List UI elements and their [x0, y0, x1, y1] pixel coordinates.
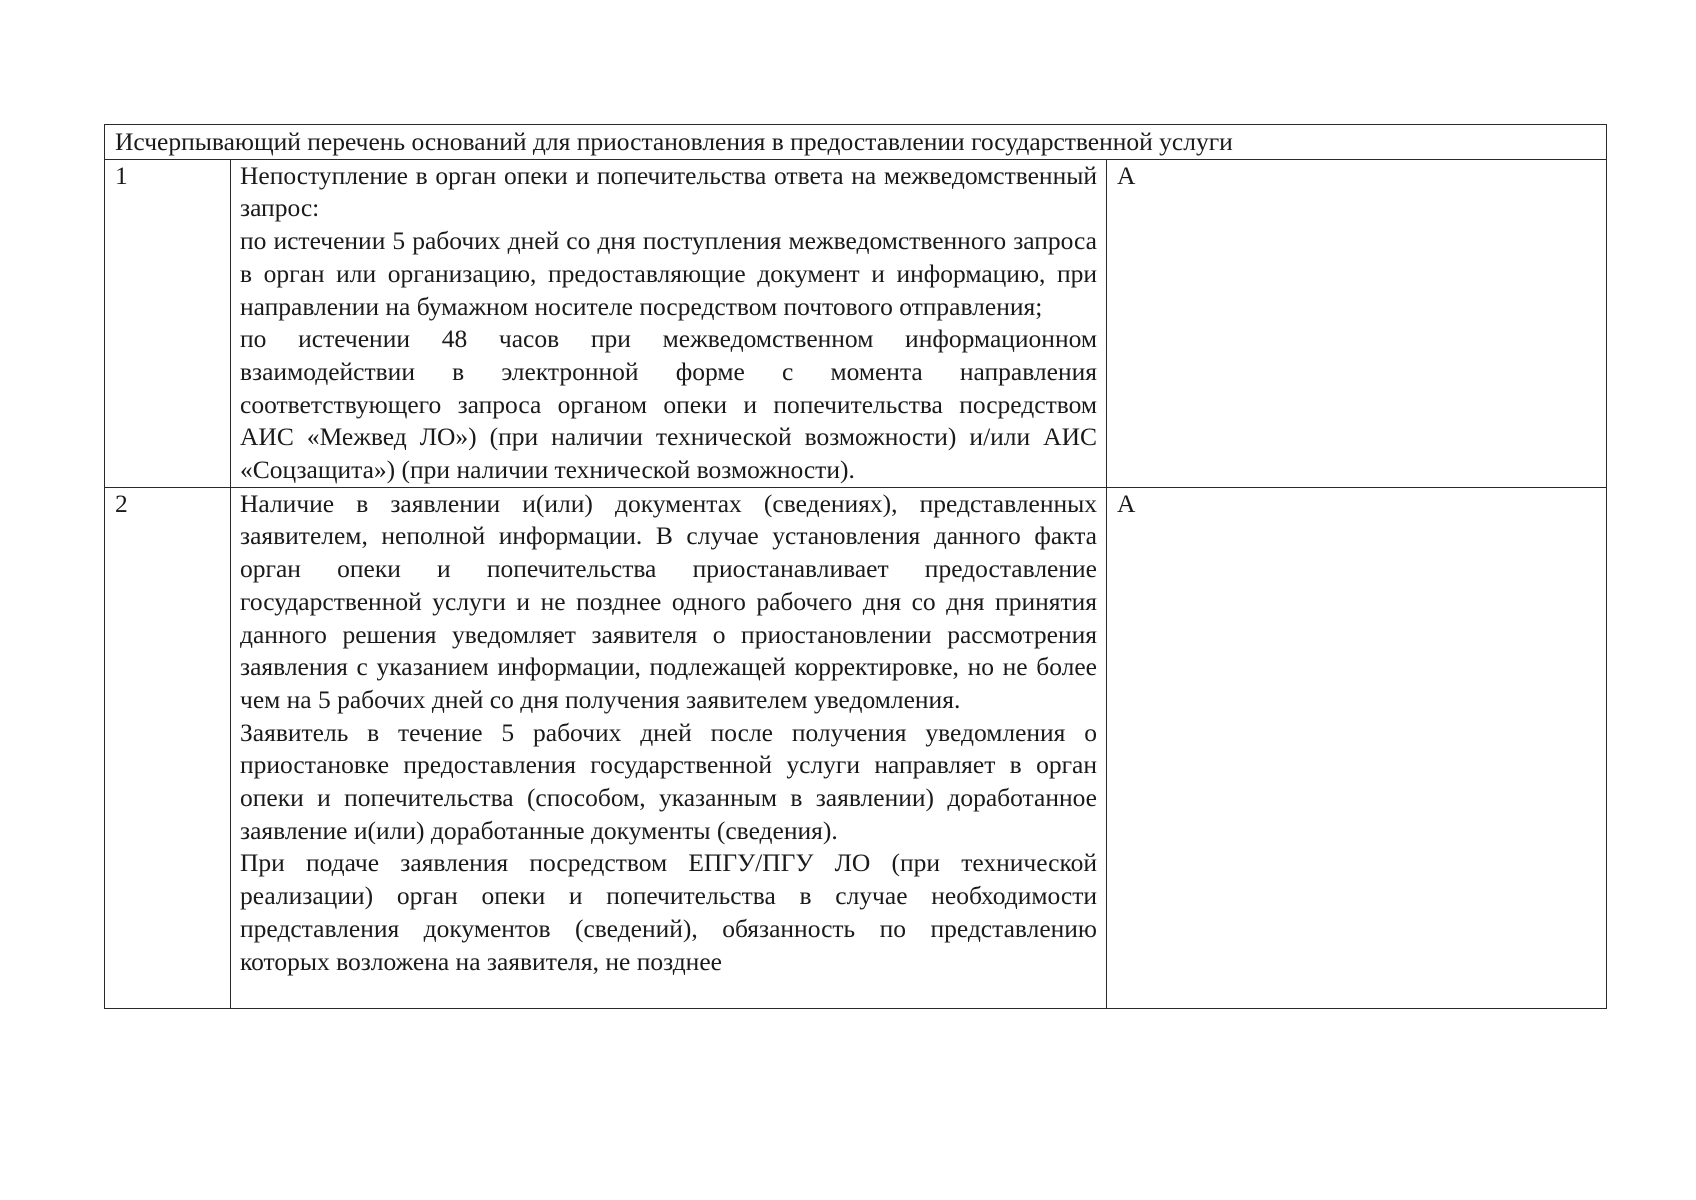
row-paragraph: Наличие в заявлении и(или) документах (сведениях), представленных заявителем, неполной информации. В случае установления данного факта орган опеки и попечительства приостанавливает предоставление государственной услуги и не позднее одного рабочего дня со дня принятия данного решения уведомляет заявителя о приостановлении рассмотрения заявления с указанием информации, подлежащей корректировке, но не более чем на 5 рабочих дней со дня получения заявителем уведомления.: [240, 488, 1097, 714]
row-paragraph: При подаче заявления посредством ЕПГУ/ПГУ ЛО (при технической реализации) орган опеки и попечительства в случае необходимости представления документов (сведений), обязанность по представлению которых возложена на заявителя, не позднее: [240, 848, 1097, 976]
row-mark: А: [1107, 487, 1607, 1008]
row-text: [231, 159, 1107, 487]
table-row: [105, 159, 1607, 487]
table-header-row: [105, 125, 1607, 160]
row-mark: А: [1107, 159, 1607, 487]
row-paragraph: по истечении 48 часов при межведомственном информационном взаимодействии в электронной форме с момента направления соответствующего запроса органом опеки и попечительства посредством АИС «Межвед ЛО») (при наличии технической возможности) и/или АИС «Соцзащита») (при наличии технической возможности).: [240, 324, 1097, 485]
row-number: 1: [105, 159, 231, 487]
row-paragraph: Заявитель в течение 5 рабочих дней после получения уведомления о приостановке предоставления государственной услуги направляет в орган опеки и попечительства (способом, указанным в заявлении) доработанное заявление и(или) доработанные документы (сведения).: [240, 717, 1097, 845]
row-paragraph: Непоступление в орган опеки и попечительства ответа на межведомственный запрос:: [240, 160, 1097, 223]
row-text: [231, 487, 1107, 1008]
row-paragraph: по истечении 5 рабочих дней со дня поступления межведомственного запроса в орган или организацию, предоставляющие документ и информацию, при направлении на бумажном носителе посредством почтового отправления;: [240, 226, 1097, 321]
suspension-grounds-table: [104, 124, 1607, 1009]
table-row: [105, 487, 1607, 1008]
row-number: 2: [105, 487, 231, 1008]
table-header-cell: Исчерпывающий перечень оснований для приостановления в предоставлении государственной услуги: [105, 125, 1607, 160]
